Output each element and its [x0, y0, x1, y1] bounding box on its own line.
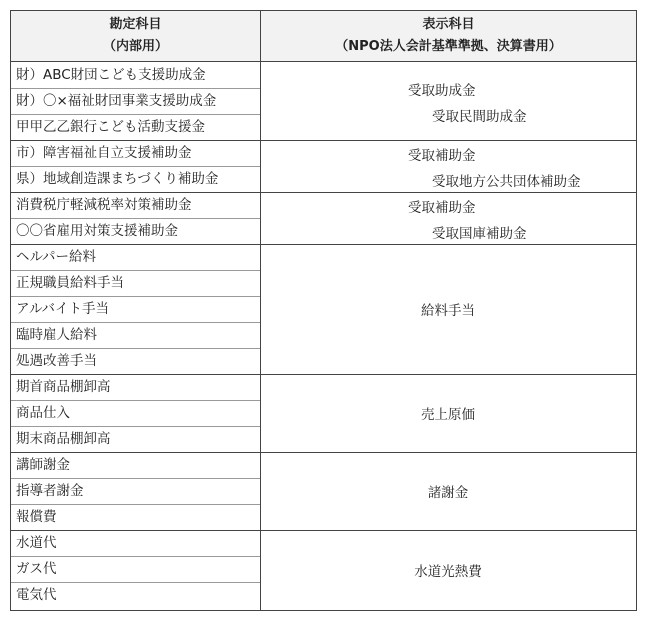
- account-cell: アルバイト手当: [10, 296, 261, 323]
- display-account-group: [260, 140, 637, 193]
- account-cell: 市）障害福祉自立支援補助金: [10, 140, 261, 167]
- account-cell: ヘルパー給料: [10, 244, 261, 271]
- header-display-account: [260, 10, 637, 62]
- display-account-main: 売上原価: [421, 407, 475, 423]
- account-cell: 臨時雇人給料: [10, 322, 261, 349]
- display-account-sub: 受取地方公共団体補助金: [432, 174, 581, 190]
- account-cell: 電気代: [10, 582, 261, 611]
- account-cell: 報償費: [10, 504, 261, 531]
- account-cell: 県）地域創造課まちづくり補助金: [10, 166, 261, 193]
- display-account-group: [260, 62, 637, 141]
- account-mapping-table: [10, 10, 637, 611]
- display-account-main: 受取補助金: [408, 200, 476, 216]
- account-cell: 財）ABC財団こども支援助成金: [10, 62, 261, 89]
- account-cell: 期末商品棚卸高: [10, 426, 261, 453]
- account-cell: 期首商品棚卸高: [10, 374, 261, 401]
- header-display-account-title: 表示科目: [422, 17, 475, 32]
- display-account-main: 給料手当: [421, 303, 475, 319]
- display-account-main: 水道光熱費: [414, 564, 482, 580]
- account-cell: 水道代: [10, 530, 261, 557]
- display-account-group: [260, 452, 637, 531]
- display-account-main: 受取助成金: [408, 83, 476, 99]
- header-internal-account: [10, 10, 261, 62]
- account-cell: 財）〇×福祉財団事業支援助成金: [10, 88, 261, 115]
- account-cell: 商品仕入: [10, 400, 261, 427]
- account-cell: 指導者謝金: [10, 478, 261, 505]
- display-account-group: [260, 374, 637, 453]
- display-account-group: [260, 244, 637, 375]
- account-cell: 消費税庁軽減税率対策補助金: [10, 192, 261, 219]
- account-cell: 処遇改善手当: [10, 348, 261, 375]
- display-account-main: 諸謝金: [427, 485, 469, 501]
- display-account-group: [260, 530, 637, 611]
- header-internal-account-note: （内部用）: [102, 39, 168, 54]
- account-cell: 正規職員給料手当: [10, 270, 261, 297]
- header-display-account-note: （NPO法人会計基準準拠、決算書用）: [335, 39, 562, 54]
- display-account-sub: 受取民間助成金: [432, 109, 527, 125]
- display-account-main: 受取補助金: [408, 148, 476, 164]
- account-cell: 〇〇省雇用対策支援補助金: [10, 218, 261, 245]
- display-account-sub: 受取国庫補助金: [432, 226, 527, 242]
- account-cell: ガス代: [10, 556, 261, 583]
- display-account-group: [260, 192, 637, 245]
- account-cell: 甲甲乙乙銀行こども活動支援金: [10, 114, 261, 141]
- account-cell: 講師謝金: [10, 452, 261, 479]
- header-internal-account-title: 勘定科目: [109, 17, 162, 32]
